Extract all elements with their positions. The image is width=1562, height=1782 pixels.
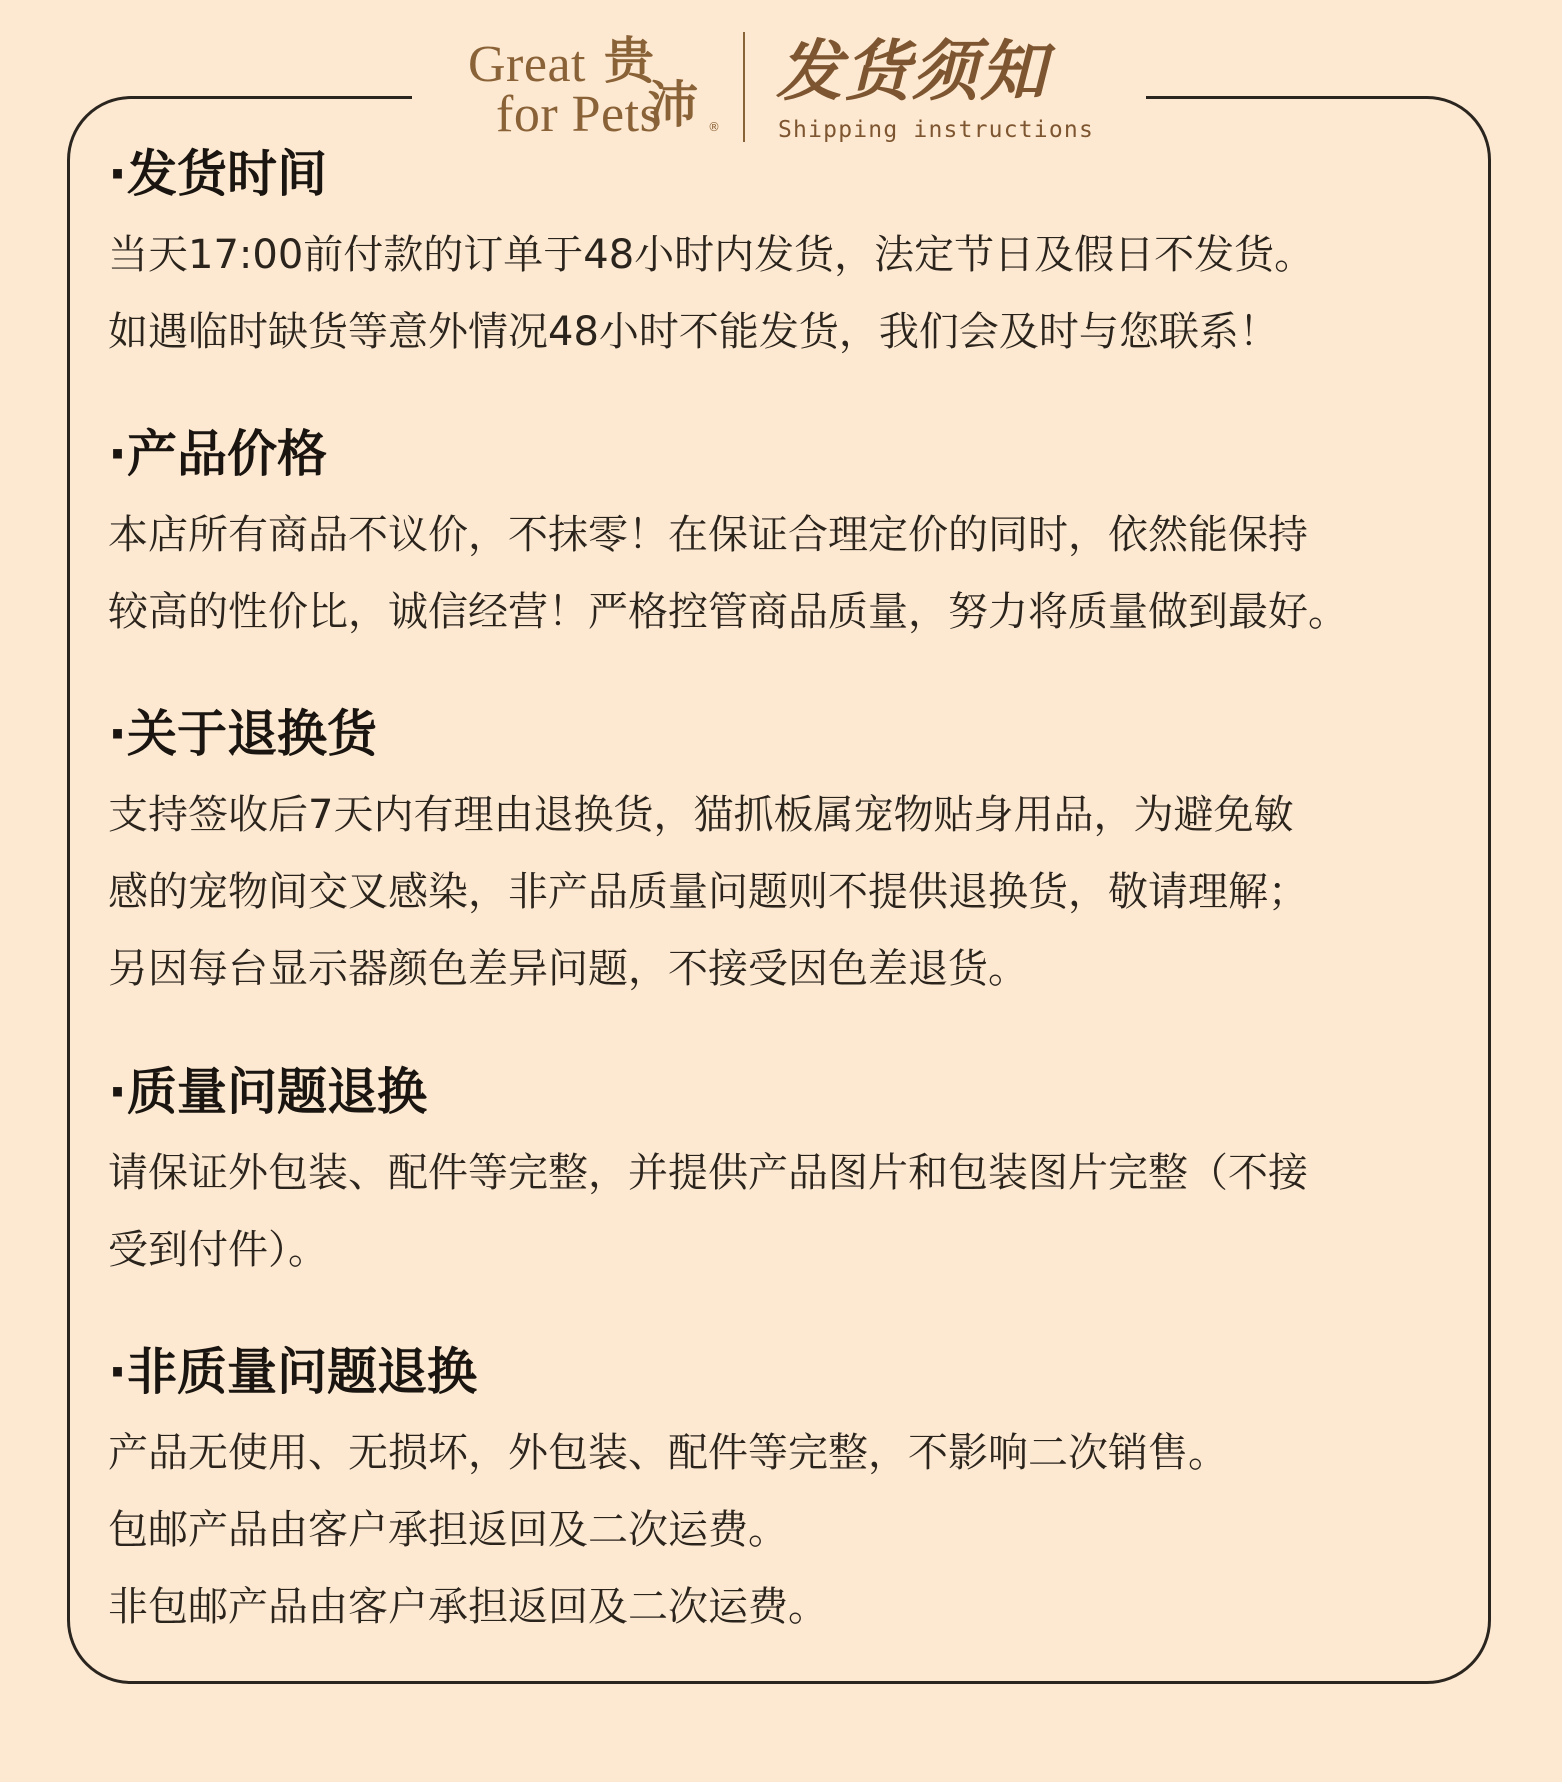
section-text-line: 产品无使用、无损坏，外包装、配件等完整，不影响二次销售。 xyxy=(108,1430,1228,1476)
section-title-product-price: ·产品价格 xyxy=(108,425,327,483)
registered-mark: ® xyxy=(708,120,720,134)
page-title: 发货须知 xyxy=(776,33,1048,110)
section-title-non-quality-returns: ·非质量问题退换 xyxy=(108,1343,477,1401)
brand-logo-char1: 贵 xyxy=(604,31,654,90)
section-text-line: 包邮产品由客户承担返回及二次运费。 xyxy=(108,1507,788,1553)
brand-logo-char2: 沛 xyxy=(648,75,698,134)
brand-logo-line1: Great xyxy=(468,36,586,93)
brand-logo-line2: for Pets xyxy=(496,86,661,143)
brand-logo-mark xyxy=(604,31,714,146)
page-header xyxy=(412,22,1146,150)
section-text-line: 支持签收后7天内有理由退换货，猫抓板属宠物贴身用品，为避免敏 xyxy=(108,792,1294,838)
page-subtitle: Shipping instructions xyxy=(778,117,1094,143)
section-text-line: 感的宠物间交叉感染，非产品质量问题则不提供退换货，敬请理解； xyxy=(108,869,1308,915)
section-text-line: 当天17:00前付款的订单于48小时内发货，法定节日及假日不发货。 xyxy=(108,232,1315,278)
section-text-line: 本店所有商品不议价，不抹零！在保证合理定价的同时，依然能保持 xyxy=(108,512,1308,558)
header-divider xyxy=(743,32,745,142)
section-text-line: 受到付件）。 xyxy=(108,1227,328,1273)
section-text-line: 非包邮产品由客户承担返回及二次运费。 xyxy=(108,1584,828,1630)
section-text-line: 另因每台显示器颜色差异问题，不接受因色差退货。 xyxy=(108,946,1028,992)
section-text-line: 请保证外包装、配件等完整，并提供产品图片和包装图片完整（不接 xyxy=(108,1150,1308,1196)
section-title-quality-returns: ·质量问题退换 xyxy=(108,1063,427,1121)
section-text-line: 如遇临时缺货等意外情况48小时不能发货，我们会及时与您联系！ xyxy=(108,309,1279,355)
section-text-line: 较高的性价比，诚信经营！严格控管商品质量，努力将质量做到最好。 xyxy=(108,589,1348,635)
section-title-shipping-time: ·发货时间 xyxy=(108,145,327,203)
section-title-returns: ·关于退换货 xyxy=(108,705,377,763)
